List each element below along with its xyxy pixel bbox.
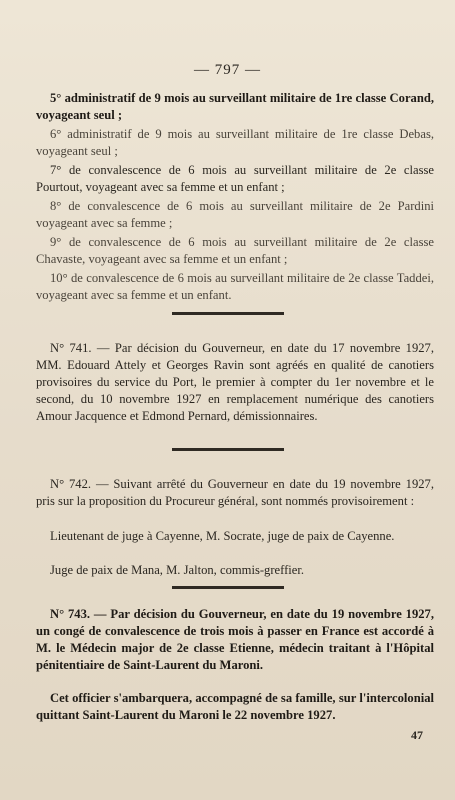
leave-item-7: 7° de convalescence de 6 mois au surveillant militaire de 2e classe Pourtout, voyageant avec sa femme et un enfant ; bbox=[36, 163, 434, 194]
decision-742-intro: N° 742. — Suivant arrêté du Gouverneur en date du 19 novembre 1927, pris sur la proposition du Procureur général, sont nommés provisoirement : bbox=[36, 477, 434, 508]
leave-item-9: 9° de convalescence de 6 mois au surveillant militaire de 2e classe Chavaste, voyageant avec sa femme et un enfant ; bbox=[36, 235, 434, 266]
decision-743-followup: Cet officier s'ambarquera, accompagné de sa famille, sur l'intercolonial quittant Saint-Laurent du Maroni le 22 novembre 1927. bbox=[36, 691, 434, 722]
decision-742-appointment-1: Lieutenant de juge à Cayenne, M. Socrate, juge de paix de Cayenne. bbox=[50, 529, 395, 543]
leave-item-8: 8° de convalescence de 6 mois au surveillant militaire de 2e Pardini voyageant avec sa femme ; bbox=[36, 199, 434, 230]
page-header: — 797 — bbox=[194, 62, 261, 78]
decision-741: N° 741. — Par décision du Gouverneur, en date du 17 novembre 1927, MM. Edouard Attely et Georges Ravin sont agréés en qualité de canotiers provisoires du service du Port, le premier à compter du 1er novembre et le second, du 10 novembre 1927 en remplacement numérique des canotiers Amour Jacquence et Edmond Pernard, démissionnaires. bbox=[36, 341, 434, 423]
leave-item-10: 10° de convalescence de 6 mois au surveillant militaire de 2e classe Taddei, voyageant avec sa femme et un enfant. bbox=[36, 271, 434, 302]
section-divider bbox=[172, 586, 284, 589]
page-number: 47 bbox=[411, 728, 423, 742]
section-divider bbox=[172, 312, 284, 315]
leave-item-6: 6° administratif de 9 mois au surveillant militaire de 1re classe Debas, voyageant seul ; bbox=[36, 127, 434, 158]
leave-item-5: 5° administratif de 9 mois au surveillant militaire de 1re classe Corand, voyageant seul ; bbox=[36, 91, 434, 122]
decision-743: N° 743. — Par décision du Gouverneur, en date du 19 novembre 1927, un congé de convalescence de trois mois à passer en France est accordé à M. le Médecin major de 2e classe Etienne, médecin traitant à l'Hôpital pénitentiaire de Saint-Laurent du Maroni. bbox=[36, 607, 434, 672]
decision-742-appointment-2: Juge de paix de Mana, M. Jalton, commis-greffier. bbox=[50, 563, 305, 577]
section-divider bbox=[172, 448, 284, 451]
